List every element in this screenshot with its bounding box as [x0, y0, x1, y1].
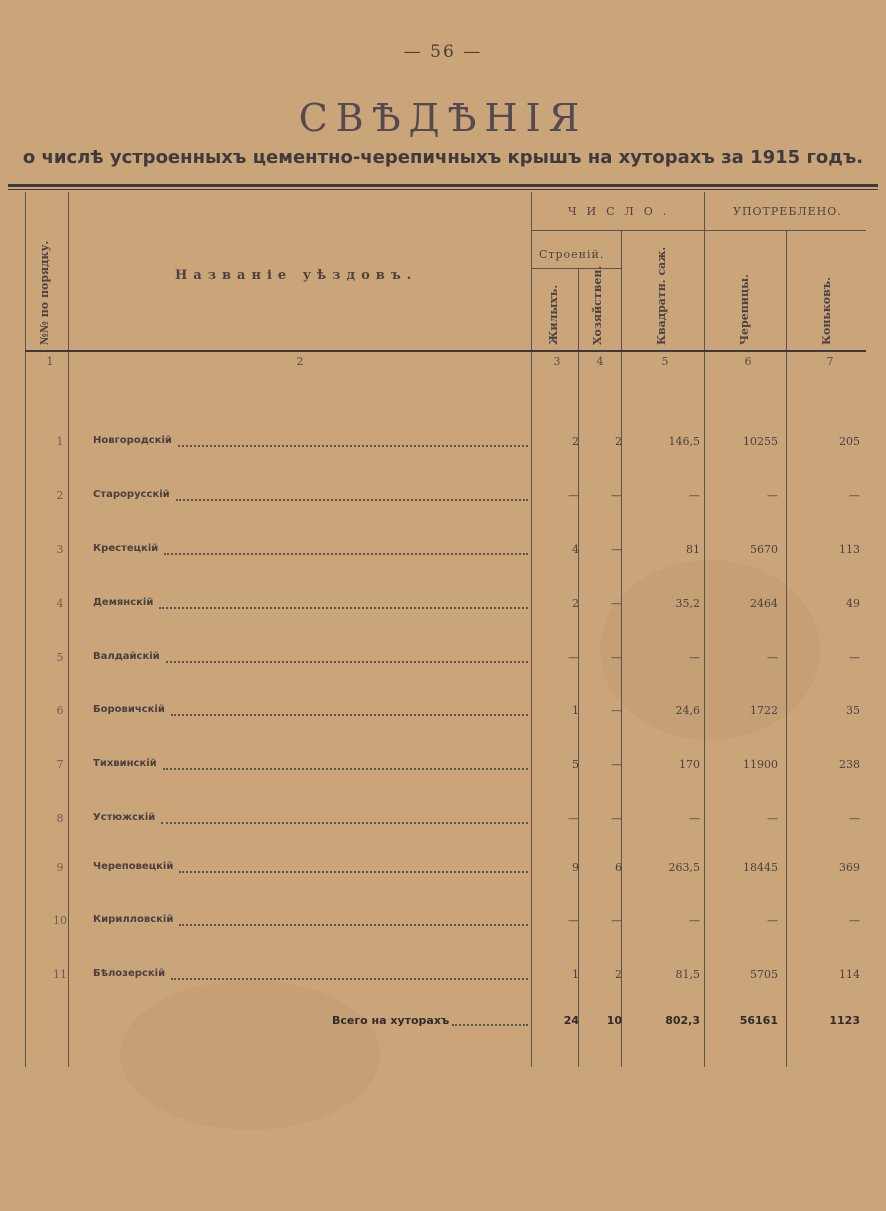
cell-ridges: 369 [839, 861, 860, 874]
cell-ridges: — [849, 812, 860, 825]
table-row [0, 968, 886, 988]
cell-ridges: — [849, 489, 860, 502]
cell-area: — [689, 489, 700, 502]
column-number: 2 [296, 355, 304, 368]
cell-living: — [568, 914, 579, 927]
total-label: Всего на хуторахъ [332, 1014, 450, 1027]
total-row [0, 1014, 886, 1034]
table-border [531, 192, 532, 1067]
table-row [0, 651, 886, 671]
district-name: Устюжскій [93, 812, 156, 823]
cell-area: — [689, 812, 700, 825]
table-row [0, 812, 886, 832]
cell-area: 263,5 [668, 861, 700, 874]
cell-household: — [611, 489, 622, 502]
leader-dots [164, 553, 528, 555]
header-ridges: Коньковъ. [820, 276, 833, 345]
top-rule-thin [8, 189, 878, 190]
cell-household: — [611, 543, 622, 556]
cell-area: 24,6 [675, 704, 700, 717]
row-number: 11 [53, 968, 67, 981]
row-number: 8 [56, 812, 64, 825]
header-household: Хозяйствен. [591, 265, 604, 345]
row-number: 5 [56, 651, 64, 664]
table-border [25, 192, 26, 1067]
header-living: Жилыхъ. [547, 284, 560, 345]
cell-ridges: 114 [839, 968, 860, 981]
column-number: 5 [661, 355, 669, 368]
leader-dots [178, 445, 528, 447]
cell-living: — [568, 489, 579, 502]
leader-dots [159, 607, 528, 609]
paper-stain [120, 980, 380, 1130]
row-number: 1 [56, 435, 64, 448]
leader-dots [166, 661, 528, 663]
cell-area: 81 [686, 543, 700, 556]
table-row [0, 435, 886, 455]
row-number: 3 [56, 543, 64, 556]
row-number: 7 [56, 758, 64, 771]
leader-dots [161, 822, 528, 824]
cell-ridges: 205 [839, 435, 860, 448]
header-order: №№ по порядку. [38, 240, 51, 345]
total-living: 24 [563, 1014, 579, 1027]
table-border [704, 192, 705, 1067]
cell-household: — [611, 812, 622, 825]
column-number: 4 [596, 355, 604, 368]
page-subtitle: о числѣ устроенныхъ цементно-черепичныхъ крышъ на хуторахъ за 1915 годъ. [22, 147, 864, 168]
cell-household: — [611, 597, 622, 610]
cell-household: — [611, 704, 622, 717]
district-name: Демянскій [93, 597, 154, 608]
district-name: Старорусскій [93, 489, 170, 500]
cell-tiles: — [767, 914, 778, 927]
column-number: 6 [744, 355, 752, 368]
header-area: Квадратн. саж. [655, 246, 668, 345]
cell-household: — [611, 758, 622, 771]
district-name: Валдайскій [93, 651, 160, 662]
table-border [786, 230, 787, 1067]
cell-tiles: 10255 [743, 435, 778, 448]
table-border [621, 230, 622, 1067]
page-number: — 56 — [403, 42, 483, 62]
leader-dots [171, 714, 528, 716]
cell-living: 4 [572, 543, 579, 556]
leader-dots [179, 871, 528, 873]
top-rule [8, 184, 878, 187]
leader-dots [176, 499, 528, 501]
cell-ridges: 35 [846, 704, 860, 717]
total-area: 802,3 [665, 1014, 700, 1027]
cell-living: 1 [572, 704, 579, 717]
page-title: СВѢДѢНІЯ [298, 96, 588, 140]
column-number: 7 [826, 355, 834, 368]
leader-dots [179, 924, 528, 926]
table-border [531, 230, 866, 231]
cell-living: — [568, 812, 579, 825]
cell-tiles: — [767, 651, 778, 664]
header-rule [25, 350, 866, 352]
cell-ridges: 238 [839, 758, 860, 771]
cell-tiles: — [767, 489, 778, 502]
cell-ridges: 113 [839, 543, 860, 556]
cell-area: 35,2 [675, 597, 700, 610]
district-name: Бѣлозерскій [93, 968, 166, 979]
row-number: 10 [53, 914, 67, 927]
leader-dots [163, 768, 528, 770]
table-border [68, 192, 69, 1067]
table-row [0, 543, 886, 563]
row-number: 4 [56, 597, 64, 610]
cell-area: 81,5 [675, 968, 700, 981]
row-number: 2 [56, 489, 64, 502]
header-tiles: Черепицы. [738, 274, 751, 345]
cell-area: — [689, 651, 700, 664]
cell-tiles: 1722 [750, 704, 778, 717]
district-name: Череповецкій [93, 861, 174, 872]
row-number: 9 [56, 861, 64, 874]
cell-living: 5 [572, 758, 579, 771]
total-household: 10 [606, 1014, 622, 1027]
total-ridges: 1123 [829, 1014, 860, 1027]
cell-tiles: 2464 [750, 597, 778, 610]
header-used: УПОТРЕБЛЕНО. [733, 205, 842, 218]
cell-living: — [568, 651, 579, 664]
district-name: Тихвинскій [93, 758, 157, 769]
cell-household: 6 [615, 861, 622, 874]
cell-tiles: 18445 [743, 861, 778, 874]
column-number: 3 [553, 355, 561, 368]
table-row [0, 704, 886, 724]
cell-household: — [611, 914, 622, 927]
table-row [0, 914, 886, 934]
header-count: ЧИСЛО. [568, 205, 677, 218]
leader-dots [452, 1024, 528, 1026]
cell-area: 146,5 [668, 435, 700, 448]
district-name: Кирилловскій [93, 914, 174, 925]
district-name: Крестецкій [93, 543, 159, 554]
table-row [0, 861, 886, 881]
cell-tiles: 5705 [750, 968, 778, 981]
table-row [0, 489, 886, 509]
cell-tiles: 11900 [743, 758, 778, 771]
row-number: 6 [56, 704, 64, 717]
cell-living: 2 [572, 435, 579, 448]
leader-dots [171, 978, 528, 980]
district-name: Новгородскій [93, 435, 172, 446]
district-name: Боровичскій [93, 704, 165, 715]
table-row [0, 597, 886, 617]
cell-living: 9 [572, 861, 579, 874]
cell-tiles: — [767, 812, 778, 825]
cell-household: — [611, 651, 622, 664]
header-name: Названіе уѣздовъ. [175, 268, 418, 283]
cell-household: 2 [615, 968, 622, 981]
table-row [0, 758, 886, 778]
cell-living: 2 [572, 597, 579, 610]
table-border [531, 268, 621, 269]
cell-area: 170 [679, 758, 700, 771]
cell-tiles: 5670 [750, 543, 778, 556]
cell-area: — [689, 914, 700, 927]
cell-ridges: 49 [846, 597, 860, 610]
cell-ridges: — [849, 651, 860, 664]
cell-ridges: — [849, 914, 860, 927]
cell-household: 2 [615, 435, 622, 448]
cell-living: 1 [572, 968, 579, 981]
header-buildings: Строеній. [539, 248, 605, 261]
total-tiles: 56161 [739, 1014, 778, 1027]
column-number: 1 [46, 355, 54, 368]
